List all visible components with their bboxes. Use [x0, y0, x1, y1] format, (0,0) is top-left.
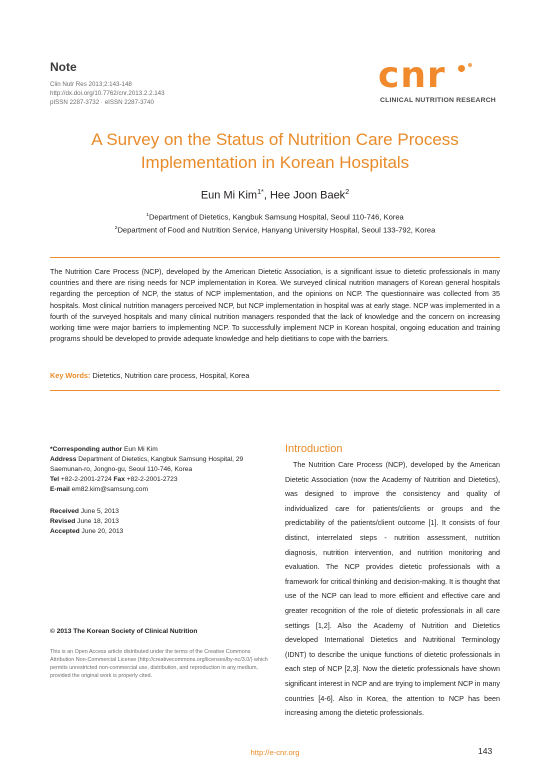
tel-value: +82-2-2001-2724 [60, 476, 112, 483]
journal-logo [378, 55, 503, 106]
accepted-value: June 20, 2013 [81, 528, 124, 535]
abstract-text: The Nutrition Care Process (NCP), developed by the American Dietetic Association, is a significant issue to dietetic professionals in many countries and there are rising needs for NCP implementation in Korea. We surveyed clinical nutrition managers of Korean general hospitals regarding the perception of NCP, the status of NCP implementation, and the opinions on NCP. The questionnaire was collected from 35 hospitals. Most clinical nutrition managers perceived NCP, but NCP implementation in hospital was at early stage. NCP was implemented in a fourth of the surveyed hospitals and many clinical nutrition managers responded that the lack of knowledge and the concern on increasing working time were major barriers to implementing NCP. To successfully implement NCP in Korean hospital, ongoing education and training programs should be developed to provide adequate knowledge and help dietitians to cope with the barriers. [50, 268, 500, 344]
received-label: Received [50, 508, 79, 515]
address [50, 455, 272, 475]
logo-subtitle: CLINICAL NUTRITION RESEARCH [380, 97, 496, 104]
affiliation-number: 2 [114, 225, 118, 231]
address-label: Address [50, 456, 77, 463]
revised-date [50, 517, 272, 527]
received-date [50, 507, 272, 517]
citation-line: Clin Nutr Res 2013;2:143-148 [50, 81, 132, 88]
license-text: This is an Open Access article distributed under the terms of the Creative Commons Attribution Non-Commercial License (http://creativecommons.org/licenses/by-nc/3.0/) which permits unrestricted non-commercial use, distribution, and reproduction in any medium, provided the original work is properly cited. [50, 649, 268, 679]
corresponding-name: Eun Mi Kim [124, 446, 158, 453]
fax-value: +82-2-2001-2723 [126, 476, 178, 483]
author-separator: , [263, 189, 270, 202]
author-affiliation-mark: 1* [257, 188, 264, 196]
keywords-label: Key Words: [50, 371, 91, 380]
affiliation-1 [40, 210, 510, 223]
author-name: Eun Mi Kim [200, 189, 258, 202]
affiliation-number: 1 [146, 213, 149, 218]
logo-dot-icon [458, 65, 465, 72]
revised-label: Revised [50, 518, 76, 525]
logo-wordmark: cnr [378, 55, 446, 96]
issn-line: pISSN 2287-3732 · eISSN 2287-3740 [50, 99, 154, 106]
email-label: E-mail [50, 486, 70, 493]
author-affiliation-mark: 2 [345, 188, 350, 196]
abstract-bottom-rule [50, 390, 500, 391]
article-type-label: Note [50, 60, 77, 74]
received-value: June 5, 2013 [80, 508, 119, 515]
email-link[interactable]: em82.kim@samsung.com [71, 486, 148, 493]
accepted-label: Accepted [50, 528, 80, 535]
logo-small-dot-icon [468, 63, 472, 67]
author-list [40, 188, 510, 202]
corresponding-author [50, 445, 272, 455]
affiliation-2 [40, 223, 510, 236]
accepted-date [50, 527, 272, 537]
correspondence-block [50, 445, 272, 537]
introduction-heading: Introduction [285, 443, 343, 455]
email [50, 485, 272, 495]
corresponding-label: *Corresponding author [50, 446, 123, 453]
journal-meta [50, 80, 165, 107]
page-number: 143 [478, 746, 493, 756]
introduction-text: The Nutrition Care Process (NCP), developed by the American Dietetic Association (now the Academy of Nutrition and Dietetics), was designed to improve the consistency and quality of individualized care for patients/clients or groups and the predictability of the patients/client outcome [1]. It consists of four distinct, interrelated steps - nutrition assessment, nutrition diagnosis, nutrition intervention, and nutrition monitoring and evaluation. The NCP provides dietetic professionals with a framework for critical thinking and decision-making. It is thought that use of the NCP can lead to more efficient and effective care and greater recognition of the role of dietetic professionals in all care settings [1,2]. Also the Academy of Nutrition and Dietetics developed International Dietetics and Nutritional Terminology (IDNT) to describe the unique functions of dietetic professionals in each step of NCP [2,3]. Now the dietetic professionals have shown significant interest in NCP and are trying to implement NCP in many countries [4-6]. Also in Korea, the attention to NCP has been increasing among the dietetic professionals. [285, 461, 500, 718]
revised-value: June 18, 2013 [77, 518, 119, 525]
author-name: Hee Joon Baek [269, 189, 346, 202]
affiliation-text: Department of Dietetics, Kangbuk Samsung Hospital, Seoul 110-746, Korea [148, 212, 404, 222]
phone-fax [50, 475, 272, 485]
keywords-text: Dietetics, Nutrition care process, Hospital, Korea [92, 371, 250, 380]
affiliation-text: Department of Food and Nutrition Service, Hanyang University Hospital, Seoul 133-792, Korea [117, 225, 436, 235]
doi-line[interactable]: http://dx.doi.org/10.7762/cnr.2013.2.2.143 [50, 90, 165, 97]
abstract-top-rule [50, 257, 500, 258]
footer-url[interactable]: http://e-cnr.org [250, 748, 300, 757]
copyright-line: © 2013 The Korean Society of Clinical Nutrition [50, 628, 198, 635]
fax-label: Fax [113, 476, 125, 483]
affiliations [40, 210, 510, 235]
tel-label: Tel [50, 476, 60, 483]
keywords [50, 371, 500, 380]
article-title: A Survey on the Status of Nutrition Care Process Implementation in Korean Hospitals [91, 130, 459, 172]
address-text: Department of Dietetics, Kangbuk Samsung Hospital, 29 Saemunan-ro, Jongno-gu, Seoul 110-746, Korea [50, 456, 244, 473]
